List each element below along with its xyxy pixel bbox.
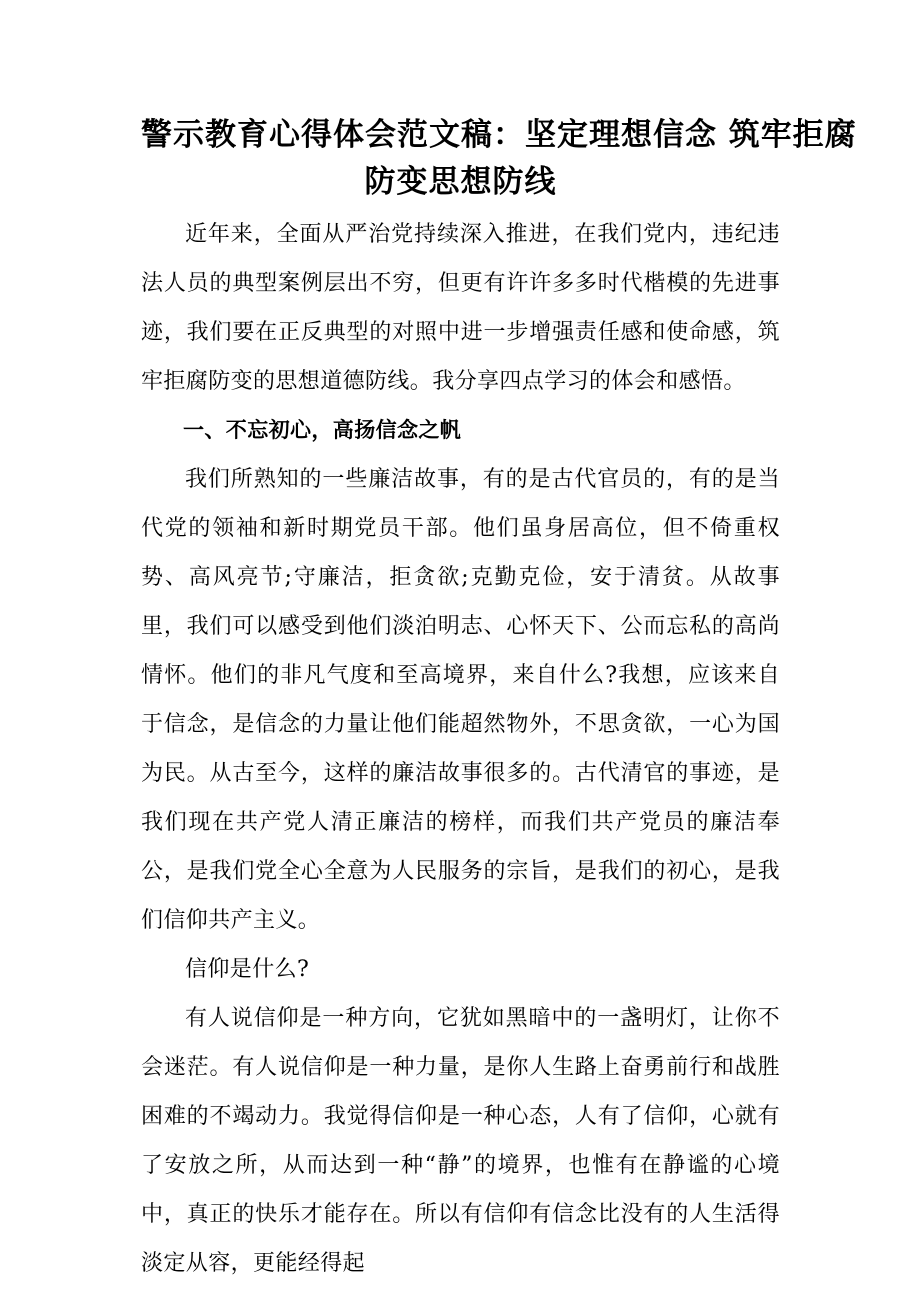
document-title bbox=[141, 112, 857, 206]
body-paragraph-4: 有人说信仰是一种方向，它犹如黑暗中的一盏明灯，让你不会迷茫。有人说信仰是一种力量，是你人生路上奋勇前行和战胜困难的不竭动力。我觉得信仰是一种心态，人有了信仰，心就有了安放之所，从而达到一种“静”的境界，也惟有在静谧的心境中，真正的快乐才能存在。所以有信仰有信念比没有的人生活得淡定从容，更能经得起 bbox=[141, 1006, 780, 1276]
document-title-line-2: 防变思想防线 bbox=[364, 164, 557, 200]
body-paragraph-2: 我们所熟知的一些廉洁故事，有的是古代官员的，有的是当代党的领袖和新时期党员干部。他们虽身居高位，但不倚重权势、高风亮节;守廉洁，拒贪欲;克勤克俭，安于清贫。从故事里，我们可以感受到他们淡泊明志、心怀天下、公而忘私的高尚情怀。他们的非凡气度和至高境界，来自什么?我想，应该来自于信念，是信念的力量让他们能超然物外，不思贪欲，一心为国为民。从古至今，这样的廉洁故事很多的。古代清官的事迹，是我们现在共产党人清正廉洁的榜样，而我们共产党员的廉洁奉公，是我们党全心全意为人民服务的宗旨，是我们的初心，是我们信仰共产主义。 bbox=[141, 467, 780, 933]
body-paragraph-3: 信仰是什么? bbox=[185, 957, 310, 982]
intro-paragraph: 近年来，全面从严治党持续深入推进，在我们党内，违纪违法人员的典型案例层出不穷，但更有许许多多时代楷模的先进事迹，我们要在正反典型的对照中进一步增强责任感和使命感，筑牢拒腐防变的思想道德防线。我分享四点学习的体会和感悟。 bbox=[141, 222, 780, 394]
document-body bbox=[141, 210, 780, 1288]
document-title-line-1: 警示教育心得体会范文稿：坚定理想信念 筑牢拒腐 bbox=[141, 117, 857, 153]
section-heading-1: 一、不忘初心，高扬信念之帆 bbox=[183, 418, 462, 442]
